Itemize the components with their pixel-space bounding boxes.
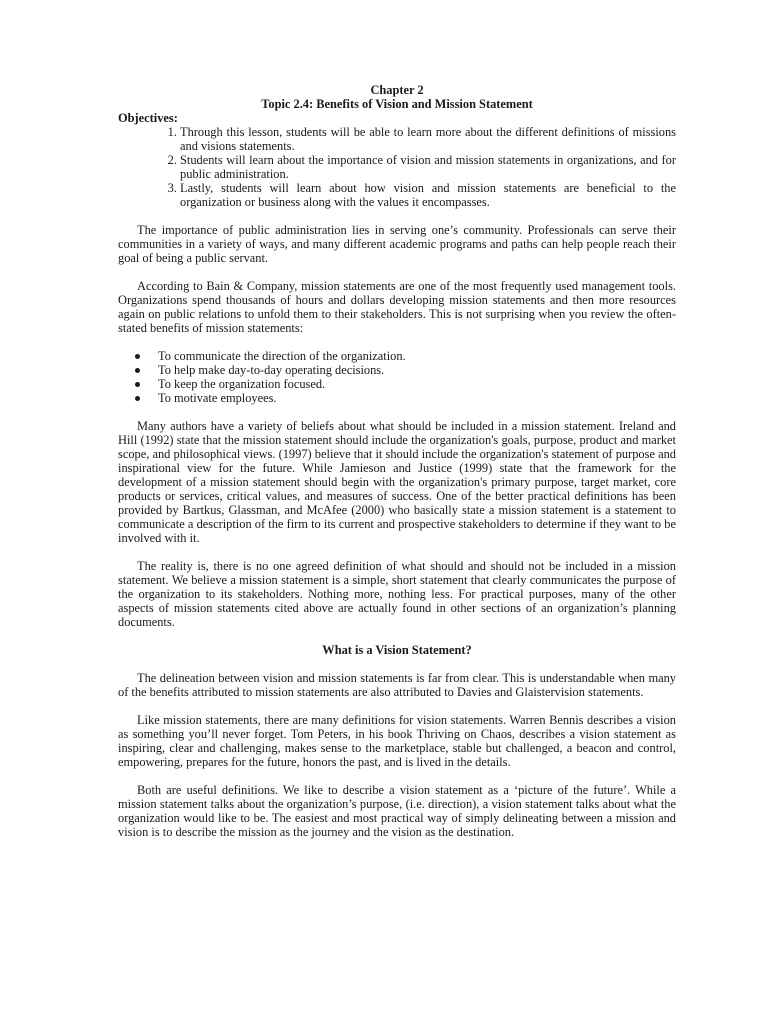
objective-item: 2. Students will learn about the importance of vision and mission statements in organizations, and for public administration. [180, 153, 676, 181]
bullet-icon [135, 382, 140, 387]
benefits-list [118, 349, 676, 405]
benefit-item [135, 349, 676, 363]
paragraph-delineation: The delineation between vision and mission statements is far from clear. This is understandable when many of the benefits attributed to mission statements are also attributed to Davies and Glaistervision statements. [118, 671, 676, 699]
benefit-text: To keep the organization focused. [158, 377, 326, 391]
objectives-list [118, 125, 676, 209]
paragraph-vision-definitions: Like mission statements, there are many definitions for vision statements. Warren Bennis describes a vision as something you’ll never forget. Tom Peters, in his book Thriving on Chaos, describes a vision statement as inspiring, clear and challenging, makes sense to the marketplace, stable but challenged, a beacon and control, empowering, prepares for the future, honors the past, and is lived in the details. [118, 713, 676, 769]
benefit-text: To help make day-to-day operating decisions. [158, 363, 385, 377]
objectives-heading: Objectives: [118, 111, 178, 125]
document-content [118, 83, 676, 839]
benefit-item [135, 391, 676, 405]
paragraph-reality: The reality is, there is no one agreed definition of what should and should not be included in a mission statement. We believe a mission statement is a simple, short statement that clearly communicates the purpose of the organization to its stakeholders. Nothing more, nothing less. For practical purposes, many of the other aspects of mission statements cited above are actually found in other sections of an organization’s planning documents. [118, 559, 676, 629]
chapter-title: Chapter 2 [370, 83, 424, 97]
benefit-text: To motivate employees. [158, 391, 277, 405]
topic-title: Topic 2.4: Benefits of Vision and Mission Statement [261, 97, 533, 111]
objective-item: 1. Through this lesson, students will be able to learn more about the different definitions of missions and visions statements. [180, 125, 676, 153]
paragraph-bain-company: According to Bain & Company, mission statements are one of the most frequently used management tools. Organizations spend thousands of hours and dollars developing mission statements and then more resources again on public relations to unfold them to their stakeholders. This is not surprising when you review the often-stated benefits of mission statements: [118, 279, 676, 335]
bullet-icon [135, 396, 140, 401]
benefit-text: To communicate the direction of the organization. [158, 349, 406, 363]
bullet-icon [135, 354, 140, 359]
paragraph-mission-content: Many authors have a variety of beliefs about what should be included in a mission statement. Ireland and Hill (1992) state that the mission statement should include the organization's goals, purpose, product and market scope, and philosophical views. (1997) believe that it should include the organization's statement of purpose and inspirational view for the future. While Jamieson and Justice (1999) state that the framework for the development of a mission statement should begin with the organization's primary purpose, target market, core products or services, critical values, and measures of success. One of the better practical definitions has been provided by Bartkus, Glassman, and McAfee (2000) who basically state a mission statement is a statement to communicate a description of the firm to its current and prospective stakeholders to determine if they want to be involved with it. [118, 419, 676, 545]
benefit-item [135, 377, 676, 391]
paragraph-useful-definitions: Both are useful definitions. We like to describe a vision statement as a ‘picture of the future’. While a mission statement talks about the organization’s purpose, (i.e. direction), a vision statement talks about what the organization would like to be. The easiest and most practical way of simply delineating between a mission and vision is to describe the mission as the journey and the vision as the destination. [118, 783, 676, 839]
vision-heading: What is a Vision Statement? [322, 643, 472, 657]
paragraph-public-administration: The importance of public administration lies in serving one’s community. Professionals can serve their communities in a variety of ways, and many different academic programs and paths can help people reach their goal of being a public servant. [118, 223, 676, 265]
benefit-item [135, 363, 676, 377]
bullet-icon [135, 368, 140, 373]
objective-item: 3. Lastly, students will learn about how vision and mission statements are beneficial to the organization or business along with the values it encompasses. [180, 181, 676, 209]
